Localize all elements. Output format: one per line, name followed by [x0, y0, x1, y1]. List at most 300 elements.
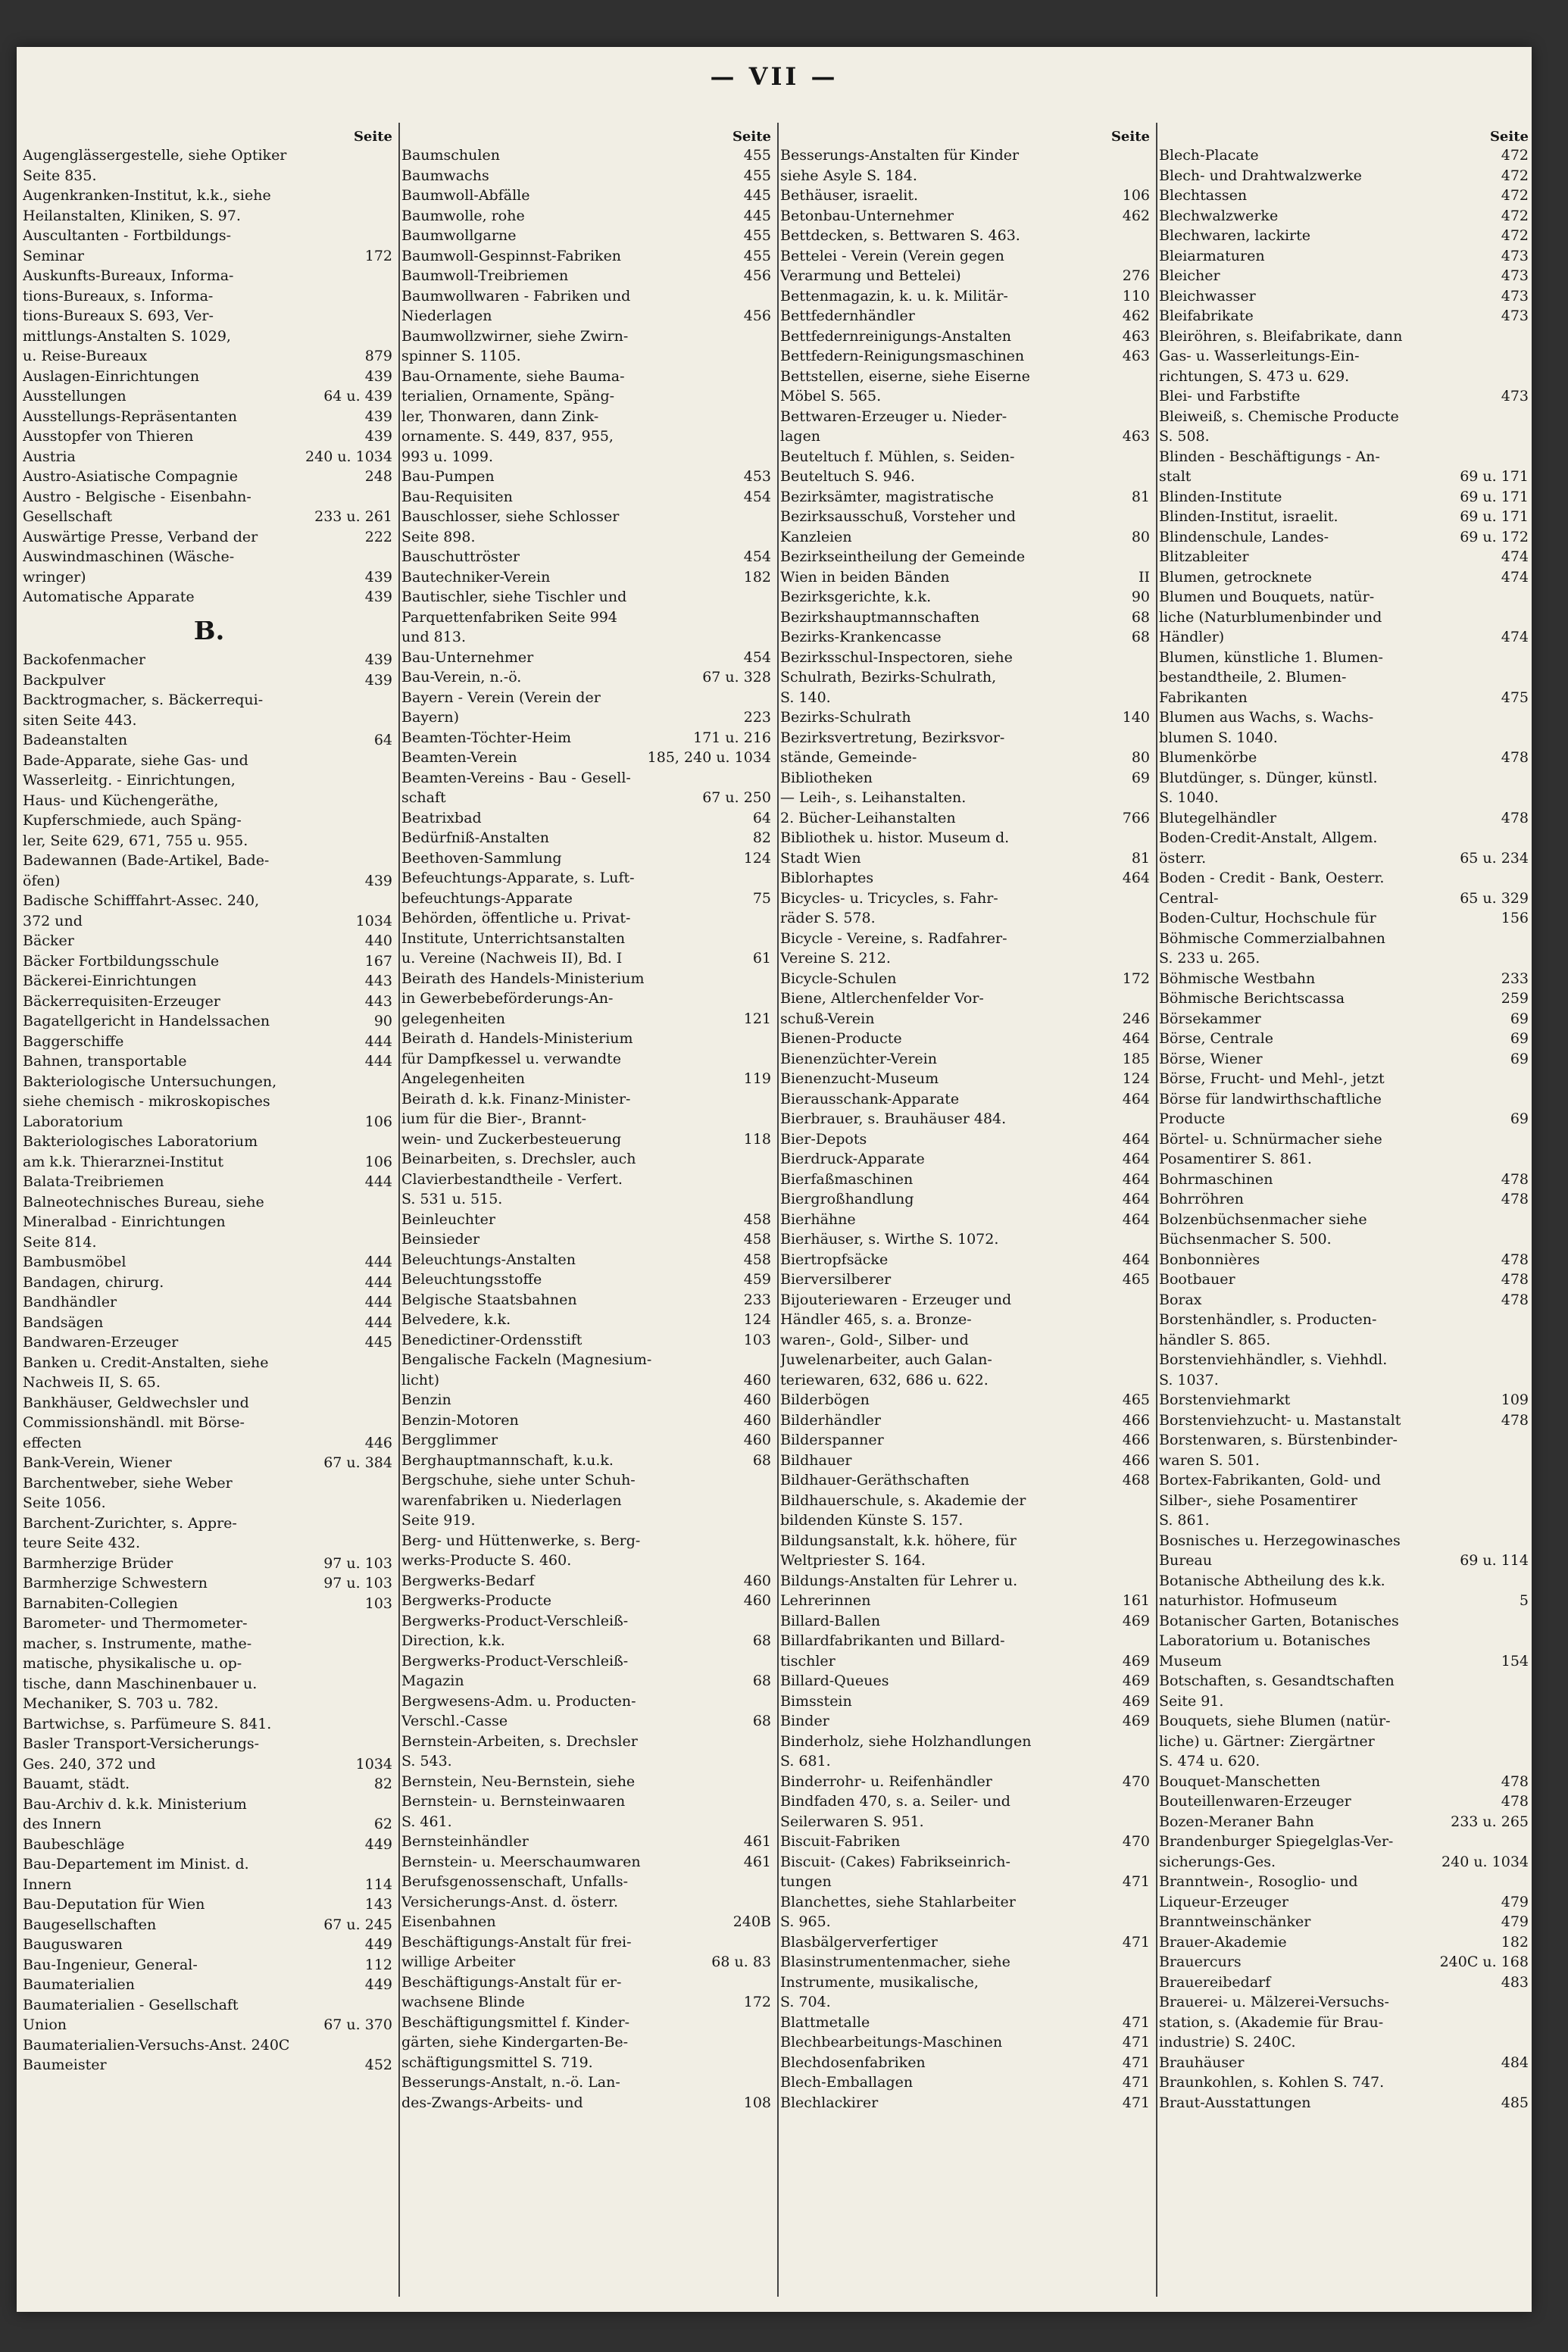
entry-term: Braunkohlen, s. Kohlen S. 747.: [1159, 2074, 1385, 2091]
index-entry: [780, 1772, 1153, 1792]
index-entry: [23, 1292, 395, 1313]
entry-term: Bozen-Meraner Bahn: [1159, 1813, 1314, 1830]
index-entry: [780, 1189, 1153, 1210]
entry-page-ref: 259: [1501, 990, 1529, 1007]
index-entry: [780, 286, 1153, 307]
index-entry: [401, 889, 774, 909]
index-entry: [780, 1631, 1153, 1651]
index-entry: [1159, 608, 1532, 628]
entry-term: Bezirkshauptmannschaften: [780, 608, 980, 626]
entry-term: Blech-Emballagen: [780, 2074, 914, 2091]
entry-term: Boden - Credit - Bank, Oesterr.: [1159, 870, 1385, 886]
entry-term: Silber-, siehe Posamentirer: [1159, 1491, 1357, 1509]
index-entry: [401, 326, 774, 347]
entry-term: Baumwoll-Gespinnst-Fabriken: [401, 247, 622, 264]
index-entry: [1159, 1069, 1532, 1089]
entry-page-ref: 75: [752, 889, 771, 907]
entry-term: Besserungs-Anstalten für Kinder: [780, 147, 1020, 164]
entry-term: Brandenburger Spiegelglas-Ver-: [1159, 1833, 1394, 1850]
entry-term: waren-, Gold-, Silber- und: [780, 1331, 969, 1348]
entry-term: — Leih-, s. Leihanstalten.: [780, 789, 967, 806]
entry-page-ref: 469: [1122, 1692, 1150, 1710]
index-entry: [23, 286, 395, 307]
entry-term: Barometer- und Thermometer-: [23, 1615, 248, 1632]
entry-term: Seite 898.: [401, 528, 476, 545]
index-entry: [1159, 1109, 1532, 1129]
index-entry: [23, 1453, 395, 1473]
entry-term: Bortex-Fabrikanten, Gold- und: [1159, 1472, 1381, 1488]
index-entry: [1159, 367, 1532, 387]
section-letter-heading: [23, 608, 395, 651]
entry-term: Böhmische Westbahn: [1159, 970, 1316, 987]
entry-page-ref: 119: [743, 1070, 771, 1087]
entry-page-ref: 65 u. 234: [1460, 849, 1529, 867]
entry-page-ref: 69: [1510, 1030, 1529, 1047]
entry-term: Borstenviehmarkt: [1159, 1392, 1291, 1408]
index-entry: [401, 1992, 774, 2013]
entry-page-ref: 478: [1501, 749, 1529, 766]
entry-term: Bau-Unternehmer: [401, 648, 534, 666]
entry-page-ref: 110: [1122, 287, 1150, 305]
index-entry: [780, 1732, 1153, 1752]
index-entry: [780, 1410, 1153, 1431]
entry-term: Lehrerinnen: [780, 1592, 871, 1609]
index-entry: [23, 407, 395, 427]
entry-term: matische, physikalische u. op-: [23, 1655, 242, 1672]
index-entry: [401, 246, 774, 267]
entry-page-ref: 182: [743, 568, 771, 586]
entry-page-ref: 469: [1122, 1713, 1150, 1729]
entry-term: Baumaterialien-Versuchs-Anst. 240C: [23, 2036, 290, 2054]
entry-term: Bezirks-Krankencasse: [780, 629, 942, 645]
index-entry: [401, 1912, 774, 1932]
entry-page-ref: 223: [743, 709, 771, 726]
entry-page-ref: 464: [1122, 1090, 1150, 1107]
entry-term: Bleiweiß, s. Chemische Producte: [1159, 408, 1399, 425]
index-entry: [780, 507, 1153, 527]
index-entry: [23, 447, 395, 467]
index-entry: [401, 1932, 774, 1953]
index-entry: [401, 688, 774, 708]
entry-term: Blinden-Institute: [1159, 488, 1282, 505]
entry-term: Bicycle-Schulen: [780, 970, 897, 987]
index-entry: [401, 948, 774, 969]
entry-term: Backtrogmacher, s. Bäckerrequi-: [23, 692, 264, 708]
entry-page-ref: 114: [364, 1876, 392, 1893]
entry-page-ref: 439: [364, 872, 392, 889]
index-entry: [401, 707, 774, 728]
entry-term: Bierausschank-Apparate: [780, 1090, 960, 1107]
index-entry: [401, 1410, 774, 1431]
entry-term: u. Vereine (Nachweis II), Bd. I: [401, 950, 623, 967]
entry-page-ref: 161: [1122, 1592, 1150, 1609]
entry-term: Bergwesens-Adm. u. Producten-: [401, 1692, 636, 1710]
entry-page-ref: 461: [743, 1853, 771, 1870]
index-entry: [780, 206, 1153, 226]
index-entry: [1159, 1129, 1532, 1150]
entry-term: Bergwerks-Product-Verschleiß-: [401, 1652, 629, 1670]
entry-term: gärten, siehe Kindergarten-Be-: [401, 2034, 629, 2051]
entry-term: Bergglimmer: [401, 1432, 498, 1448]
index-entry: [780, 788, 1153, 808]
index-entry: [401, 667, 774, 688]
index-entry: [1159, 688, 1532, 708]
entry-page-ref: 466: [1122, 1432, 1150, 1448]
entry-term: Kanzleien: [780, 528, 852, 545]
index-entry: [780, 1671, 1153, 1691]
entry-term: Wasserleitg. - Einrichtungen,: [23, 772, 236, 789]
book-page: [17, 47, 1532, 2312]
entry-page-ref: 439: [364, 408, 392, 425]
index-column-4: [1159, 129, 1532, 2113]
entry-term: Bernstein- u. Bernsteinwaaren: [401, 1793, 626, 1810]
index-entry: [401, 1631, 774, 1651]
entry-term: blumen S. 1040.: [1159, 729, 1278, 746]
entry-term: Berghauptmannschaft, k.u.k.: [401, 1451, 614, 1469]
entry-term: Bienenzucht-Museum: [780, 1070, 939, 1087]
entry-term: Bade-Apparate, siehe Gas- und: [23, 751, 248, 769]
entry-term: Bijouteriewaren - Erzeuger und: [780, 1291, 1012, 1308]
entry-page-ref: 185, 240 u. 1034: [647, 749, 771, 766]
entry-page-ref: 439: [364, 568, 392, 586]
entry-page-ref: 172: [364, 247, 392, 264]
entry-term: händler S. 865.: [1159, 1331, 1271, 1348]
entry-page-ref: 69 u. 171: [1460, 508, 1529, 525]
entry-page-ref: 109: [1501, 1392, 1529, 1408]
index-entry: [23, 206, 395, 226]
entry-term: Posamentirer S. 861.: [1159, 1151, 1312, 1167]
entry-term: station, s. (Akademie für Brau-: [1159, 2013, 1384, 2031]
index-entry: [780, 828, 1153, 848]
index-entry: [1159, 1310, 1532, 1330]
index-entry: [23, 690, 395, 711]
entry-page-ref: 460: [743, 1411, 771, 1429]
index-entry: [401, 989, 774, 1009]
entry-term: Bettfedern-Reinigungsmaschinen: [780, 348, 1025, 364]
index-entry: [780, 1892, 1153, 1913]
entry-term: Beirath d. k.k. Finanz-Minister-: [401, 1090, 631, 1107]
entry-term: wein- und Zuckerbesteuerung: [401, 1130, 622, 1148]
index-entry: [401, 1430, 774, 1451]
entry-page-ref: 464: [1122, 1170, 1150, 1188]
index-entry: [23, 1875, 395, 1895]
index-entry: [1159, 226, 1532, 246]
entry-term: Bleiarmaturen: [1159, 247, 1265, 264]
index-entry: [23, 1634, 395, 1654]
entry-page-ref: 465: [1122, 1271, 1150, 1288]
entry-term: Biergroßhandlung: [780, 1191, 914, 1207]
entry-term: des-Zwangs-Arbeits- und: [401, 2094, 583, 2111]
index-entry: [780, 748, 1153, 768]
entry-term: Benzin-Motoren: [401, 1411, 519, 1429]
entry-term: S. 1037.: [1159, 1371, 1219, 1388]
entry-term: Behörden, öffentliche u. Privat-: [401, 910, 631, 926]
index-entry: [780, 2072, 1153, 2093]
entry-term: S. 704.: [780, 1994, 831, 2010]
index-entry: [23, 1774, 395, 1794]
index-entry: [1159, 1410, 1532, 1431]
entry-term: Brauer-Akademie: [1159, 1933, 1287, 1951]
entry-page-ref: 443: [364, 992, 392, 1010]
entry-term: Bilderspanner: [780, 1432, 884, 1448]
index-entry: [780, 1350, 1153, 1370]
index-entry: [1159, 1491, 1532, 1511]
index-entry: [401, 1611, 774, 1632]
entry-term: Seite 814.: [23, 1233, 97, 1251]
entry-page-ref: 464: [1122, 1251, 1150, 1268]
index-entry-list: [1159, 145, 1532, 2113]
entry-page-ref: 439: [364, 367, 392, 385]
entry-term: Bandwaren-Erzeuger: [23, 1334, 179, 1351]
entry-page-ref: 69 u. 172: [1460, 528, 1529, 545]
entry-term: Beschäftigungs-Anstalt für er-: [401, 1973, 622, 1991]
index-entry: [401, 407, 774, 427]
entry-term: Blinden - Beschäftigungs - An-: [1159, 448, 1380, 465]
entry-term: Bahnen, transportable: [23, 1053, 187, 1070]
index-entry: [1159, 547, 1532, 567]
entry-term: Badische Schifffahrt-Assec. 240,: [23, 892, 260, 909]
entry-page-ref: 464: [1122, 1191, 1150, 1207]
entry-page-ref: 233 u. 261: [314, 508, 392, 525]
entry-term: Beatrixbad: [401, 809, 482, 826]
index-entry: [401, 969, 774, 989]
entry-term: Baumwollwaren - Fabriken und: [401, 287, 631, 305]
index-entry: [23, 751, 395, 771]
entry-term: Bau-Verein, n.-ö.: [401, 669, 522, 686]
index-entry: [23, 1674, 395, 1695]
index-entry: [1159, 1791, 1532, 1812]
entry-page-ref: 458: [743, 1231, 771, 1248]
index-entry: [780, 447, 1153, 467]
index-entry: [1159, 1451, 1532, 1471]
entry-term: Bettdecken, s. Bettwaren S. 463.: [780, 227, 1020, 244]
index-entry: [780, 1470, 1153, 1491]
entry-term: Blattmetalle: [780, 2013, 870, 2031]
entry-term: schäftigungsmittel S. 719.: [401, 2054, 593, 2071]
index-entry: [401, 1330, 774, 1351]
index-entry: [401, 467, 774, 487]
index-entry: [23, 1654, 395, 1674]
entry-term: Borstenviehzucht- u. Mastanstalt: [1159, 1411, 1401, 1429]
entry-term: licht): [401, 1371, 440, 1388]
entry-term: Bauschlosser, siehe Schlosser: [401, 508, 620, 525]
index-entry: [23, 1353, 395, 1373]
index-entry: [401, 1170, 774, 1190]
entry-term: Billardfabrikanten und Billard-: [780, 1632, 1005, 1649]
entry-page-ref: 444: [364, 1273, 392, 1291]
index-entry: [401, 627, 774, 648]
index-entry: [23, 1594, 395, 1614]
entry-page-ref: 443: [364, 973, 392, 989]
index-entry: [23, 1975, 395, 1995]
entry-term: Binderrohr- u. Reifenhändler: [780, 1773, 992, 1790]
index-entry: [401, 587, 774, 608]
entry-term: Boden-Cultur, Hochschule für: [1159, 910, 1376, 926]
entry-term: Barmherzige Schwestern: [23, 1575, 208, 1591]
entry-term: Bierhähne: [780, 1210, 856, 1228]
index-entry: [401, 1510, 774, 1531]
entry-term: Bildhauer-Geräthschaften: [780, 1472, 970, 1488]
index-entry: [780, 688, 1153, 708]
index-entry: [1159, 648, 1532, 668]
index-entry: [780, 527, 1153, 548]
index-entry: [1159, 627, 1532, 648]
entry-term: Benzin: [401, 1392, 451, 1408]
index-entry: [1159, 206, 1532, 226]
index-entry: [23, 831, 395, 851]
index-entry: [23, 1573, 395, 1594]
index-entry: [1159, 1029, 1532, 1049]
entry-term: Bau-Pumpen: [401, 468, 495, 485]
index-entry: [401, 868, 774, 889]
index-entry: [23, 1694, 395, 1714]
seite-header: Seite: [353, 129, 392, 145]
entry-term: Bedürfniß-Anstalten: [401, 829, 550, 846]
index-entry: [1159, 1350, 1532, 1370]
seite-header: Seite: [1110, 129, 1150, 145]
entry-term: Kupferschmiede, auch Späng-: [23, 812, 242, 829]
entry-term: Blei- und Farbstifte: [1159, 388, 1301, 404]
entry-term: Fabrikanten: [1159, 689, 1248, 706]
index-entry: [780, 487, 1153, 508]
entry-term: willige Arbeiter: [401, 1954, 516, 1970]
index-entry: [1159, 246, 1532, 267]
entry-page-ref: 455: [743, 147, 771, 164]
entry-page-ref: 106: [1122, 187, 1150, 204]
index-entry: [1159, 908, 1532, 929]
entry-term: Bicycle - Vereine, s. Radfahrer-: [780, 929, 1007, 947]
index-entry: [780, 1551, 1153, 1571]
index-entry: [1159, 1430, 1532, 1451]
entry-term: Bettfedernreinigungs-Anstalten: [780, 327, 1012, 345]
entry-term: Billard-Queues: [780, 1673, 889, 1689]
entry-page-ref: 80: [1131, 749, 1150, 766]
entry-term: Bezirksschul-Inspectoren, siehe: [780, 648, 1013, 666]
entry-page-ref: 471: [1122, 2094, 1150, 2111]
index-entry: [23, 971, 395, 992]
index-entry: [401, 1470, 774, 1491]
entry-term: wachsene Blinde: [401, 1994, 525, 2010]
entry-term: Beamten-Töchter-Heim: [401, 729, 571, 746]
entry-term: Augenglässergestelle, siehe Optiker: [23, 147, 287, 164]
entry-term: Bayern): [401, 709, 459, 726]
entry-page-ref: 458: [743, 1210, 771, 1228]
entry-term: Bier-Depots: [780, 1130, 867, 1148]
entry-term: Bayern - Verein (Verein der: [401, 689, 601, 706]
entry-page-ref: 455: [743, 167, 771, 184]
index-entry: [1159, 1270, 1532, 1290]
index-entry: [401, 1370, 774, 1391]
entry-term: Bandagen, chirurg.: [23, 1273, 164, 1291]
index-entry: [401, 848, 774, 869]
entry-page-ref: 439: [364, 651, 392, 668]
entry-term: S. 140.: [780, 689, 831, 706]
entry-page-ref: 464: [1122, 1151, 1150, 1167]
entry-page-ref: 445: [743, 207, 771, 224]
entry-page-ref: 97 u. 103: [323, 1554, 392, 1572]
index-entry: [1159, 1009, 1532, 1029]
index-entry: [23, 487, 395, 508]
index-entry: [780, 587, 1153, 608]
index-entry: [401, 1852, 774, 1873]
index-entry: [780, 1791, 1153, 1812]
index-entry: [780, 768, 1153, 789]
entry-page-ref: 69 u. 171: [1460, 488, 1529, 505]
index-entry: [23, 367, 395, 387]
index-entry: [1159, 2093, 1532, 2113]
index-entry: [780, 386, 1153, 407]
entry-page-ref: 464: [1122, 1030, 1150, 1047]
entry-page-ref: 453: [743, 468, 771, 485]
index-entry: [780, 567, 1153, 588]
entry-page-ref: 458: [743, 1251, 771, 1268]
entry-page-ref: II: [1138, 568, 1150, 586]
index-entry: [780, 1069, 1153, 1089]
index-entry: [1159, 1571, 1532, 1591]
entry-term: Barchent-Zurichter, s. Appre-: [23, 1514, 237, 1532]
index-entry: [401, 1069, 774, 1089]
index-entry: [401, 1832, 774, 1852]
entry-term: Badeanstalten: [23, 732, 128, 748]
entry-term: Bouquet-Manschetten: [1159, 1773, 1320, 1790]
index-entry: [1159, 467, 1532, 487]
entry-page-ref: 444: [364, 1173, 392, 1190]
entry-term: Blutegelhändler: [1159, 809, 1277, 826]
column-divider: [1156, 123, 1157, 2297]
index-entry: [780, 186, 1153, 206]
entry-term: Büchsenmacher S. 500.: [1159, 1231, 1332, 1248]
index-entry: [401, 728, 774, 748]
index-entry: [23, 1252, 395, 1273]
index-entry: [780, 1852, 1153, 1873]
entry-term: Bernstein- u. Meerschaumwaren: [401, 1853, 641, 1870]
index-entry: [780, 1531, 1153, 1551]
entry-page-ref: 460: [743, 1572, 771, 1589]
entry-term: Baumwolle, rohe: [401, 207, 525, 224]
index-entry: [1159, 145, 1532, 166]
index-entry: [1159, 1892, 1532, 1913]
entry-page-ref: 439: [364, 589, 392, 605]
index-entry: [401, 166, 774, 186]
entry-term: Bäckerrequisiten-Erzeuger: [23, 992, 220, 1010]
entry-page-ref: 478: [1501, 1793, 1529, 1810]
index-entry: [401, 266, 774, 286]
entry-term: Beuteltuch f. Mühlen, s. Seiden-: [780, 448, 1015, 465]
entry-term: Bergwerks-Product-Verschleiß-: [401, 1612, 629, 1629]
entry-term: Börsekammer: [1159, 1010, 1261, 1027]
entry-term: Boden-Credit-Anstalt, Allgem.: [1159, 829, 1378, 846]
index-entry: [780, 2013, 1153, 2033]
entry-term: Bezirkseintheilung der Gemeinde: [780, 548, 1026, 565]
entry-term: Barnabiten-Collegien: [23, 1595, 178, 1612]
entry-page-ref: 469: [1122, 1673, 1150, 1689]
entry-term: S. 474 u. 620.: [1159, 1753, 1260, 1769]
index-entry: [401, 286, 774, 307]
entry-term: Central-: [1159, 889, 1219, 907]
index-entry: [23, 1313, 395, 1333]
entry-term: Bagatellgericht in Handelssachen: [23, 1013, 270, 1029]
entry-page-ref: 167: [364, 952, 392, 970]
index-entry: [1159, 1089, 1532, 1110]
entry-term: ium für die Bier-, Brannt-: [401, 1110, 587, 1127]
entry-term: Blechwaren, lackirte: [1159, 227, 1310, 244]
entry-page-ref: 103: [743, 1331, 771, 1348]
entry-term: Museum: [1159, 1652, 1222, 1670]
entry-term: Benedictiner-Ordensstift: [401, 1331, 583, 1348]
entry-term: Händler 465, s. a. Bronze-: [780, 1311, 972, 1328]
index-entry: [23, 1232, 395, 1253]
index-entry: [780, 1229, 1153, 1250]
